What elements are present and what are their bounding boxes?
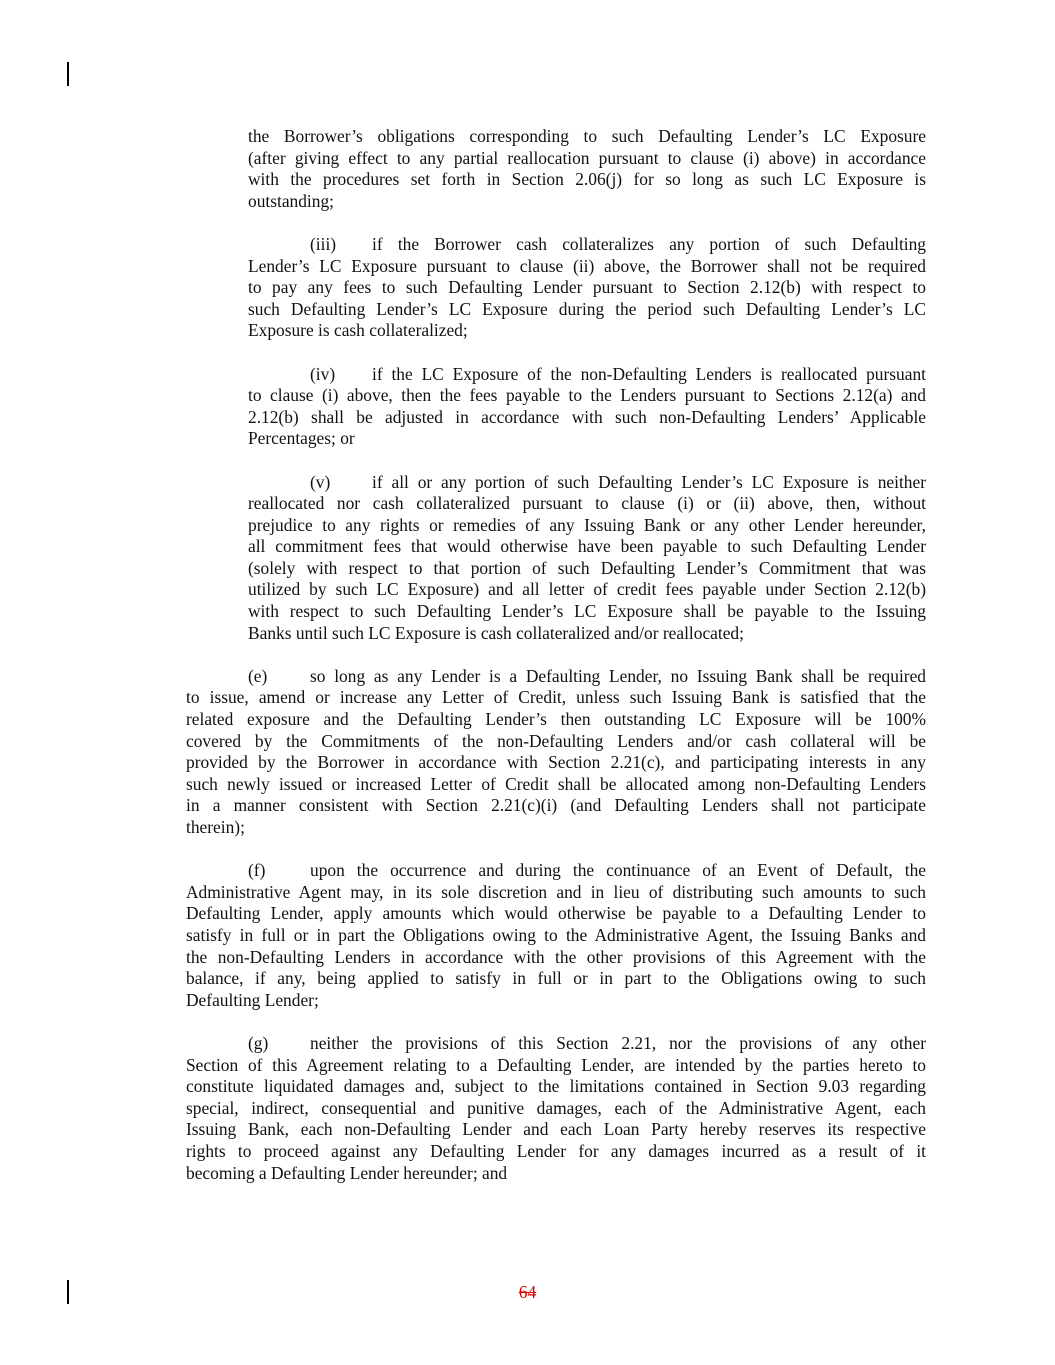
text-line [248,256,926,278]
paragraph-iii [248,234,926,342]
text-line [186,990,926,1012]
line-text: if the Borrower cash collateralizes any portion of such Defaulting [372,233,926,254]
line-text: with the procedures set forth in Section 2.06(j) for so long as such LC Exposure is [248,169,926,190]
line-text: if all or any portion of such Defaulting Lender’s LC Exposure is neither [372,471,926,492]
text-line [186,731,926,753]
text-line [248,579,926,601]
text-line [186,1076,926,1098]
line-text: the Borrower’s obligations corresponding to such Defaulting Lender’s LC Exposure [248,126,926,146]
line-text: utilized by such LC Exposure) and all letter of credit fees payable under Section 2.12(b) [248,579,926,600]
line-text: in a manner consistent with Section 2.21(c)(i) (and Defaulting Lenders shall not participate [186,795,926,816]
text-line [186,1033,926,1055]
text-line [248,234,926,256]
line-text: Administrative Agent may, in its sole discretion and in lieu of distributing such amounts to such [186,881,926,902]
text-line [186,860,926,882]
change-bar-top [67,62,69,86]
text-line [186,774,926,796]
line-text: prejudice to any rights or remedies of any Issuing Bank or any other Lender hereunder, [248,514,926,535]
text-line [248,169,926,191]
line-text: provided by the Borrower in accordance with Section 2.21(c), and participating interests in any [186,752,926,773]
line-text: rights to proceed against any Defaulting Lender for any damages incurred as a result of it [186,1140,926,1161]
text-line [248,277,926,299]
line-text: (solely with respect to that portion of such Defaulting Lender’s Commitment that was [248,557,926,578]
line-text: if the LC Exposure of the non-Defaulting Lenders is reallocated pursuant [372,363,926,384]
text-line [248,558,926,580]
text-line [248,623,926,645]
text-line [186,947,926,969]
text-line [248,493,926,515]
line-text: the non-Defaulting Lenders in accordance with the other provisions of this Agreement with the [186,946,926,967]
text-line [248,320,926,342]
text-line [186,666,926,688]
page-number: 64 [518,1282,537,1302]
text-line [186,882,926,904]
line-text: all commitment fees that would otherwise have been payable to such Defaulting Lender [248,536,926,557]
line-text: therein); [186,817,245,837]
paragraph-iv [248,364,926,450]
line-text: so long as any Lender is a Defaulting Lender, no Issuing Bank shall be required [310,665,926,686]
text-line [186,1141,926,1163]
text-line [186,968,926,990]
line-text: Exposure is cash collateralized; [248,320,468,341]
clause-label: (iv) [310,363,336,384]
line-text: Percentages; or [248,428,355,449]
text-line [186,1098,926,1120]
line-text: to pay any fees to such Defaulting Lender pursuant to Section 2.12(b) with respect to [248,277,926,298]
clause-label: (e) [248,665,268,686]
text-line [248,407,926,429]
text-line [248,536,926,558]
text-line [186,1163,926,1185]
line-text: Lender’s LC Exposure pursuant to clause (ii) above, the Borrower shall not be required [248,255,926,276]
text-line [248,515,926,537]
clause-label: (v) [310,471,331,492]
line-text: Defaulting Lender; [186,989,319,1010]
text-line [186,903,926,925]
line-text: upon the occurrence and during the continuance of an Event of Default, the [310,860,926,881]
line-text: to issue, amend or increase any Letter of Credit, unless such Issuing Bank is satisfied that the [186,687,926,708]
line-text: Issuing Bank, each non-Defaulting Lender and each Loan Party hereby reserves its respective [186,1119,926,1140]
line-text: satisfy in full or in part the Obligations owing to the Administrative Agent, the Issuing Banks and [186,924,926,945]
line-text: Section of this Agreement relating to a Defaulting Lender, are intended by the parties hereto to [186,1054,926,1075]
line-text: 2.12(b) shall be adjusted in accordance with such non-Defaulting Lenders’ Applicable [248,406,926,427]
text-line [248,364,926,386]
text-line [186,687,926,709]
text-line [248,428,926,450]
line-text: special, indirect, consequential and punitive damages, each of the Administrative Agent, each [186,1097,926,1118]
clause-label: (g) [248,1032,269,1053]
text-line [248,191,926,213]
text-line [186,925,926,947]
line-text: Defaulting Lender, apply amounts which would otherwise be payable to a Defaulting Lender to [186,903,926,924]
line-text: with respect to such Defaulting Lender’s LC Exposure shall be payable to the Issuing [248,601,926,622]
line-text: becoming a Defaulting Lender hereunder; and [186,1162,508,1183]
text-line [186,1055,926,1077]
clause-label: (iii) [310,233,337,254]
line-text: reallocated nor cash collateralized pursuant to clause (i) or (ii) above, then, without [248,493,926,514]
line-text: to clause (i) above, then the fees payable to the Lenders pursuant to Sections 2.12(a) and [248,385,926,406]
text-line [248,148,926,170]
line-text: such Defaulting Lender’s LC Exposure during the period such Defaulting Lender’s LC [248,298,926,319]
text-line [248,126,926,148]
clause-label: (f) [248,860,266,881]
paragraph-v [248,472,926,645]
text-line [186,817,926,839]
text-line [248,472,926,494]
text-line [248,385,926,407]
paragraph-e [186,666,926,839]
line-text: outstanding; [248,190,334,211]
paragraph [248,126,926,212]
document-body [186,126,926,1206]
line-text: (after giving effect to any partial reallocation pursuant to clause (i) above) in accordance [248,147,926,168]
text-line [186,1119,926,1141]
line-text: Banks until such LC Exposure is cash collateralized and/or reallocated; [248,622,744,643]
text-line [186,752,926,774]
paragraph-g [186,1033,926,1184]
line-text: such newly issued or increased Letter of Credit shall be allocated among non-Defaulting Lenders [186,773,926,794]
text-line [186,795,926,817]
text-line [248,299,926,321]
line-text: related exposure and the Defaulting Lender’s then outstanding LC Exposure will be 100% [186,709,926,730]
line-text: neither the provisions of this Section 2.21, nor the provisions of any other [310,1032,926,1053]
line-text: balance, if any, being applied to satisfy in full or in part to the Obligations owing to such [186,968,926,989]
line-text: covered by the Commitments of the non-Defaulting Lenders and/or cash collateral will be [186,730,926,751]
paragraph-f [186,860,926,1011]
line-text: constitute liquidated damages and, subject to the limitations contained in Section 9.03 regarding [186,1076,926,1097]
text-line [248,601,926,623]
text-line [186,709,926,731]
